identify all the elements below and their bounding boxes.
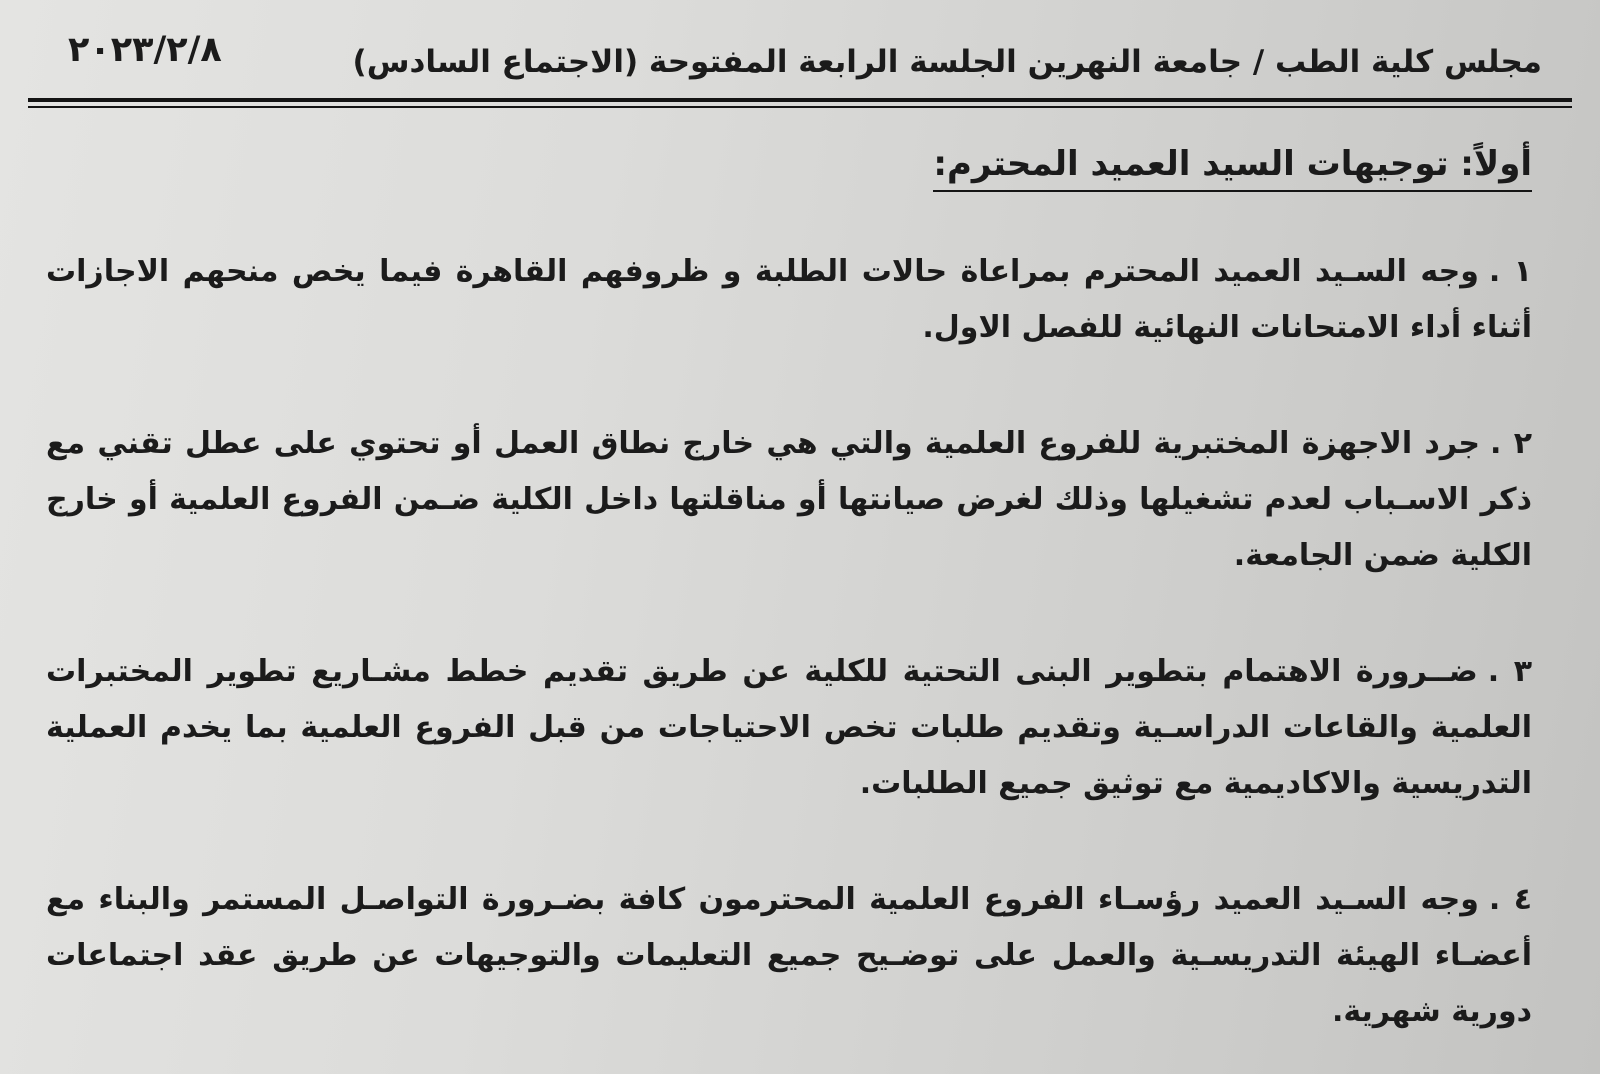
directive-item [46, 644, 1532, 812]
header-divider-thin [28, 106, 1572, 108]
item-number: ٣ . [1487, 654, 1533, 689]
item-number: ٤ . [1488, 882, 1532, 917]
header-title: مجلس كلية الطب / جامعة النهرين الجلسة الرابعة المفتوحة (الاجتماع السادس) [352, 44, 1542, 80]
item-text: وجه السـيد العميد المحترم بمراعاة حالات الطلبة و ظروفهم القاهرة فيما يخص منحهم الاجازات أثناء أداء الامتحانات النهائية للفصل الاول. [46, 254, 1532, 345]
directive-item [46, 244, 1532, 356]
item-text: وجه السـيد العميد رؤسـاء الفروع العلمية المحترمون كافة بضـرورة التواصـل المستمر والبناء مع أعضـاء الهيئة التدريسـية والعمل على توضـيح جميع التعليمات والتوجيهات عن طريق عقد اجتماعات دورية شهرية. [46, 882, 1532, 1029]
item-number: ١ . [1488, 254, 1532, 289]
directive-item [46, 872, 1532, 1040]
item-text: ضــرورة الاهتمام بتطوير البنى التحتية للكلية عن طريق تقديم خطط مشـاريع تطوير المختبرات العلمية والقاعات الدراسـية وتقديم طلبات تخص الاحتياجات من قبل الفروع العلمية بما يخدم العملية التدريسية والاكاديمية مع توثيق جميع الطلبات. [46, 654, 1532, 801]
header-divider-thick [28, 98, 1572, 102]
document-header [0, 0, 1600, 120]
item-text: جرد الاجهزة المختبرية للفروع العلمية والتي هي خارج نطاق العمل أو تحتوي على عطل تقني مع ذكر الاسـباب لعدم تشغيلها وذلك لغرض صيانتها أو مناقلتها داخل الكلية ضـمن الفروع العلمية أو خارج الكلية ضمن الجامعة. [46, 426, 1532, 573]
header-date: ٢٠٢٣/٢/٨ [68, 30, 222, 70]
directives-list [46, 244, 1532, 1074]
section-heading: أولاً: توجيهات السيد العميد المحترم: [933, 144, 1532, 192]
directive-item [46, 416, 1532, 584]
item-number: ٢ . [1490, 426, 1533, 461]
